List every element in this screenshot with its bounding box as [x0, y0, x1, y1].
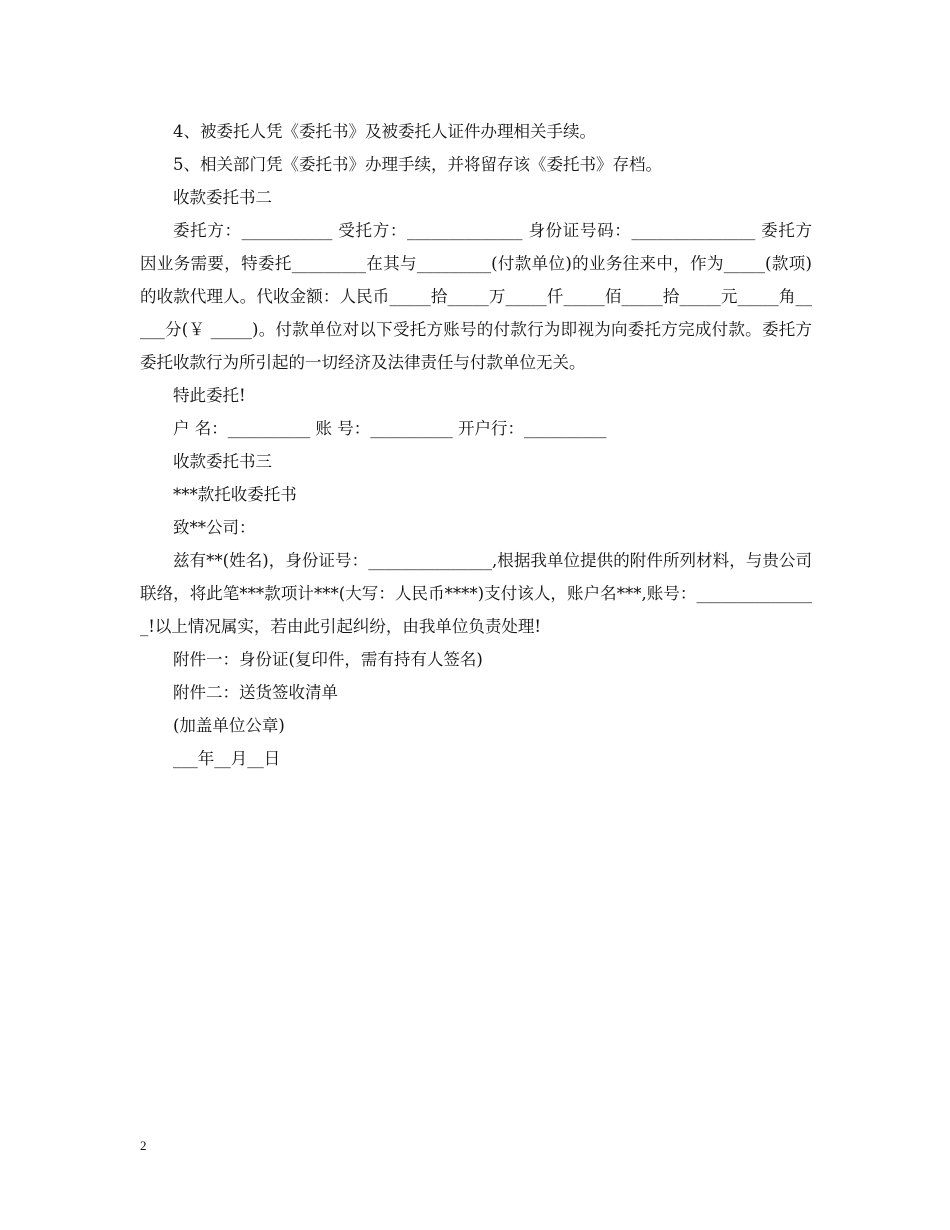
entrustment-paragraph: 委托方：___________ 受托方：______________ 身份证号码：_______________ 委托方因业务需要，特委托_________在其与_________(付款单位)的业务往来中，作为_____(款项)的收款代理人。代收金额：人民币_____拾_____万_____仟_____佰_____拾_____元_____角_____分(￥ _____)。付款单位对以下受托方账号的付款行为即视为向委托方完成付款。委托方委托收款行为所引起的一切经济及法律责任与付款单位无关。 [140, 221, 812, 372]
page-number: 2 [140, 1138, 147, 1153]
closing-line: 特此委托! [173, 386, 246, 405]
section-heading-2: 收款委托书二 [173, 188, 272, 207]
letter-body: 兹有**(姓名)，身份证号：_______________,根据我单位提供的附件所列材料，与贵公司联络，将此笔***款项计***(大写：人民币****)支付该人，账户名***,账号：_______________!以上情况属实，若由此引起纠纷，由我单位负责处理! [140, 551, 812, 636]
seal-note: (加盖单位公章) [173, 716, 285, 735]
paragraph-item-4: 4、被委托人凭《委托书》及被委托人证件办理相关手续。 [173, 122, 596, 141]
date-line: ___年__月__日 [173, 749, 281, 768]
letter-title: ***款托收委托书 [173, 485, 297, 504]
account-info-line: 户 名：__________ 账 号：__________ 开户行：__________ [173, 419, 607, 438]
attachment-2: 附件二：送货签收清单 [173, 683, 338, 702]
attachment-1: 附件一：身份证(复印件，需有持有人签名) [173, 650, 483, 669]
paragraph-item-5: 5、相关部门凭《委托书》办理手续，并将留存该《委托书》存档。 [173, 155, 662, 174]
section-heading-3: 收款委托书三 [173, 452, 272, 471]
document-body [140, 115, 812, 775]
salutation: 致**公司： [173, 518, 256, 537]
